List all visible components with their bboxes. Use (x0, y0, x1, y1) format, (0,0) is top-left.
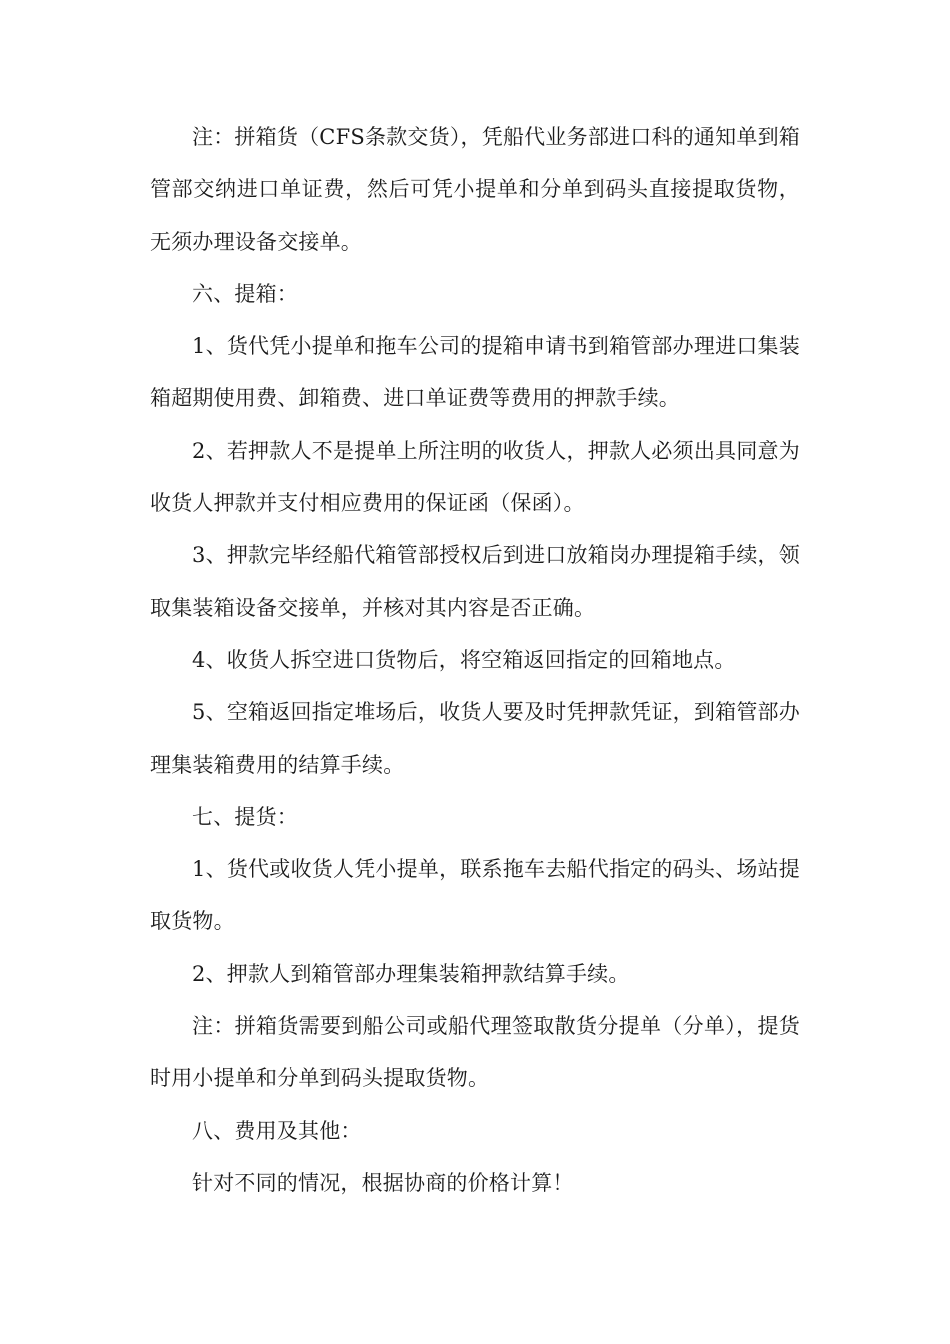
section-6-item-1: 1、货代凭小提单和拖车公司的提箱申请书到箱管部办理进口集装箱超期使用费、卸箱费、进口单证费等费用的押款手续。 (150, 334, 800, 411)
section-6-item-3: 3、押款完毕经船代箱管部授权后到进口放箱岗办理提箱手续，领取集装箱设备交接单，并核对其内容是否正确。 (150, 543, 800, 620)
section-7-heading: 七、提货： (192, 804, 298, 829)
section-7-item-2: 2、押款人到箱管部办理集装箱押款结算手续。 (192, 961, 630, 986)
note-lcl-delivery-paragraph: 注：拼箱货需要到船公司或船代理签取散货分提单（分单），提货时用小提单和分单到码头提取货物。 (150, 1014, 800, 1091)
section-6-item-2: 2、若押款人不是提单上所注明的收货人，押款人必须出具同意为收货人押款并支付相应费用的保证函（保函）。 (150, 438, 800, 516)
note-lcl-cfs-paragraph: 注：拼箱货（CFS条款交货），凭船代业务部进口科的通知单到箱管部交纳进口单证费，然后可凭小提单和分单到码头直接提取货物，无须办理设备交接单。 (150, 125, 800, 254)
section-7-item-1: 1、货代或收货人凭小提单，联系拖车去船代指定的码头、场站提取货物。 (150, 857, 800, 934)
section-6-heading: 六、提箱： (192, 281, 298, 306)
section-6-item-4: 4、收货人拆空进口货物后，将空箱返回指定的回箱地点。 (192, 647, 736, 672)
document-body (150, 111, 800, 1209)
section-8-heading: 八、费用及其他： (192, 1118, 362, 1143)
section-6-item-5: 5、空箱返回指定堆场后，收货人要及时凭押款凭证，到箱管部办理集装箱费用的结算手续。 (150, 700, 800, 777)
section-8-text: 针对不同的情况，根据协商的价格计算！ (192, 1170, 574, 1195)
